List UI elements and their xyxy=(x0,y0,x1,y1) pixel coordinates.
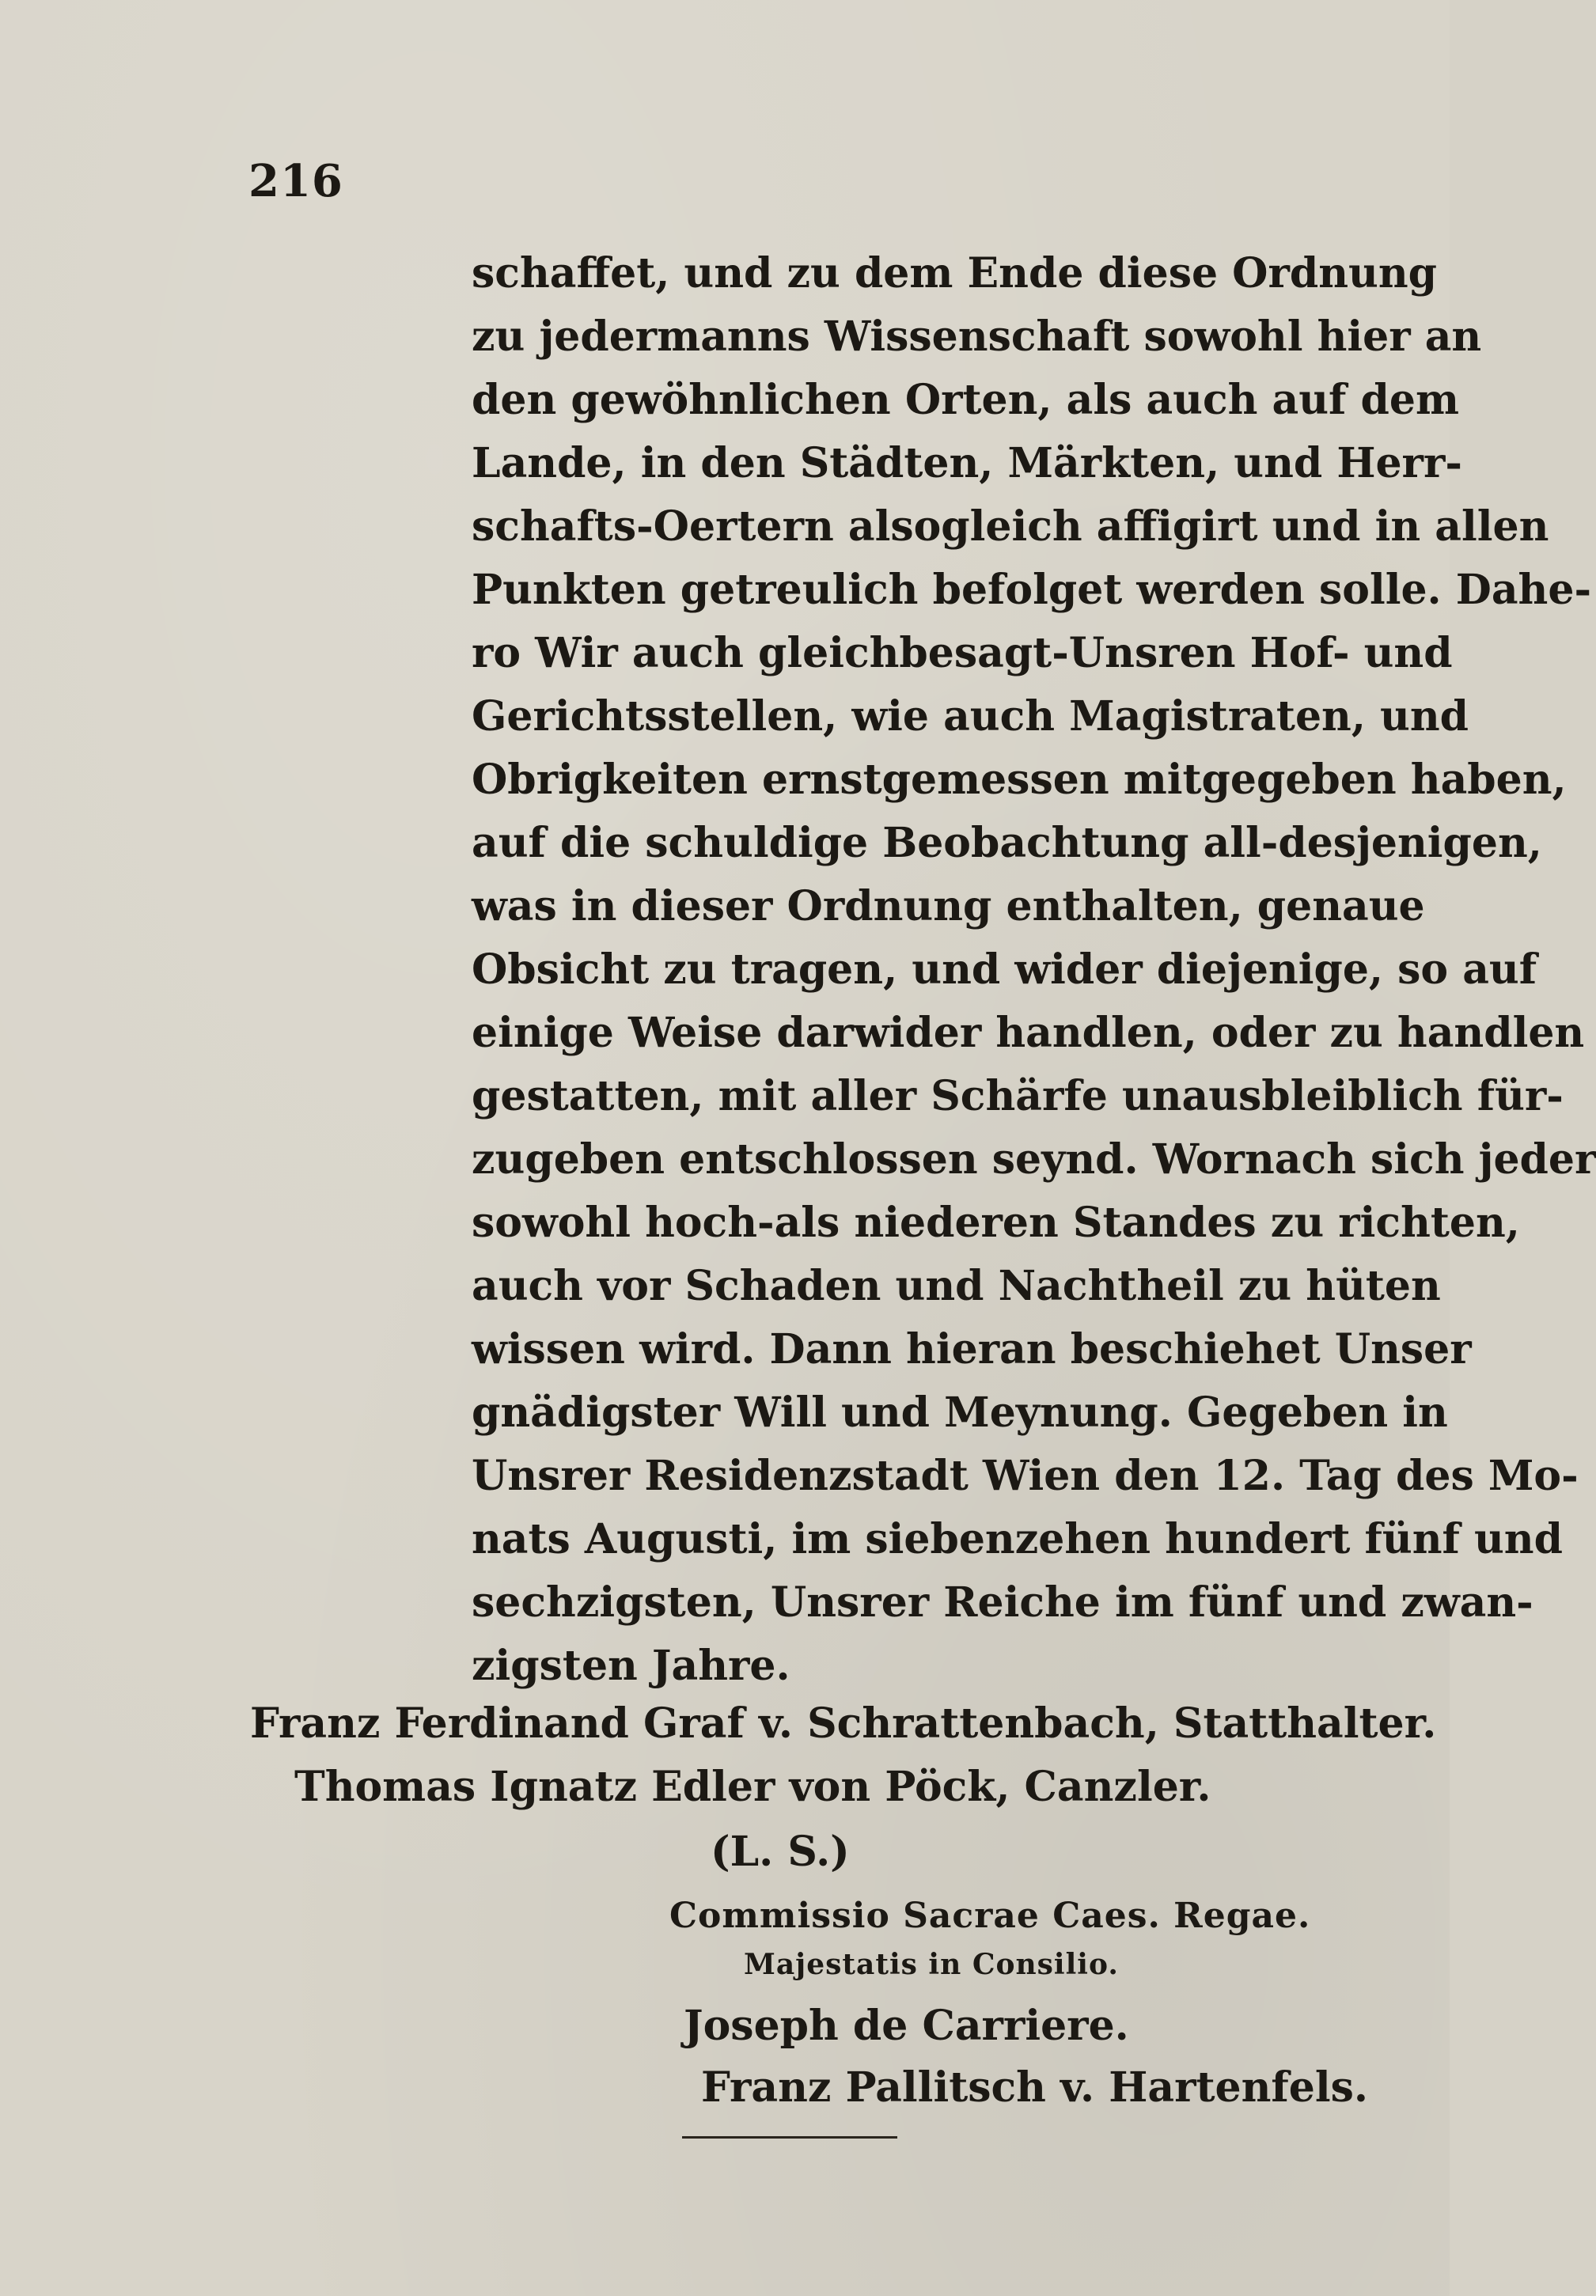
text-line: sechzigsten, Unsrer Reiche im fünf und zwan- xyxy=(472,1578,1533,1627)
text-line: Gerichtsstellen, wie auch Magistraten, und xyxy=(472,692,1469,741)
page-number: 216 xyxy=(248,155,343,207)
text-line: ro Wir auch gleichbesagt-Unsren Hof- und xyxy=(472,629,1453,677)
text-line: schaffet, und zu dem Ende diese Ordnung xyxy=(472,249,1437,297)
text-line: wissen wird. Dann hieran beschiehet Unser xyxy=(472,1325,1472,1373)
text-line: Unsrer Residenzstadt Wien den 12. Tag des Mo- xyxy=(472,1452,1579,1500)
text-line: auch vor Schaden und Nachtheil zu hüten xyxy=(472,1262,1441,1310)
body-text xyxy=(472,242,1596,1698)
text-line: sowohl hoch-als niederen Standes zu richten, xyxy=(472,1199,1520,1247)
text-line: einige Weise darwider handlen, oder zu handlen xyxy=(472,1009,1585,1057)
text-line: Obsicht zu tragen, und wider diejenige, so auf xyxy=(472,945,1537,994)
commissio-line: Commissio Sacrae Caes. Regae. xyxy=(669,1896,1311,1936)
text-line: gnädigster Will und Meynung. Gegeben in xyxy=(472,1389,1448,1437)
signature-canzler: Thomas Ignatz Edler von Pöck, Canzler. xyxy=(294,1763,1211,1811)
majestatis-line: Majestatis in Consilio. xyxy=(744,1948,1119,1981)
text-line: zugeben entschlossen seynd. Wornach sich jeder xyxy=(472,1135,1596,1184)
text-line: zu jedermanns Wissenschaft sowohl hier an xyxy=(472,313,1482,361)
signature-statthalter: Franz Ferdinand Graf v. Schrattenbach, Statthalter. xyxy=(250,1699,1437,1748)
text-line: zigsten Jahre. xyxy=(472,1642,790,1690)
text-line: Punkten getreulich befolget werden solle. Dahe- xyxy=(472,566,1592,614)
text-line: schafts-Oertern alsogleich affigirt und in allen xyxy=(472,502,1549,551)
text-line: den gewöhnlichen Orten, als auch auf dem xyxy=(472,376,1459,424)
text-line: auf die schuldige Beobachtung all-desjenigen, xyxy=(472,819,1542,867)
text-line: nats Augusti, im siebenzehen hundert fünf und xyxy=(472,1515,1563,1563)
signature-carriere: Joseph de Carriere. xyxy=(684,2002,1129,2050)
seal-mark: (L. S.) xyxy=(711,1828,850,1876)
text-line: Lande, in den Städten, Märkten, und Herr- xyxy=(472,439,1462,487)
text-line: Obrigkeiten ernstgemessen mitgegeben haben, xyxy=(472,756,1567,804)
text-line: gestatten, mit aller Schärfe unausbleiblich für- xyxy=(472,1072,1564,1120)
signature-pallitsch: Franz Pallitsch v. Hartenfels. xyxy=(701,2063,1368,2112)
closing-rule xyxy=(682,2136,897,2139)
text-line: was in dieser Ordnung enthalten, genaue xyxy=(472,882,1425,930)
